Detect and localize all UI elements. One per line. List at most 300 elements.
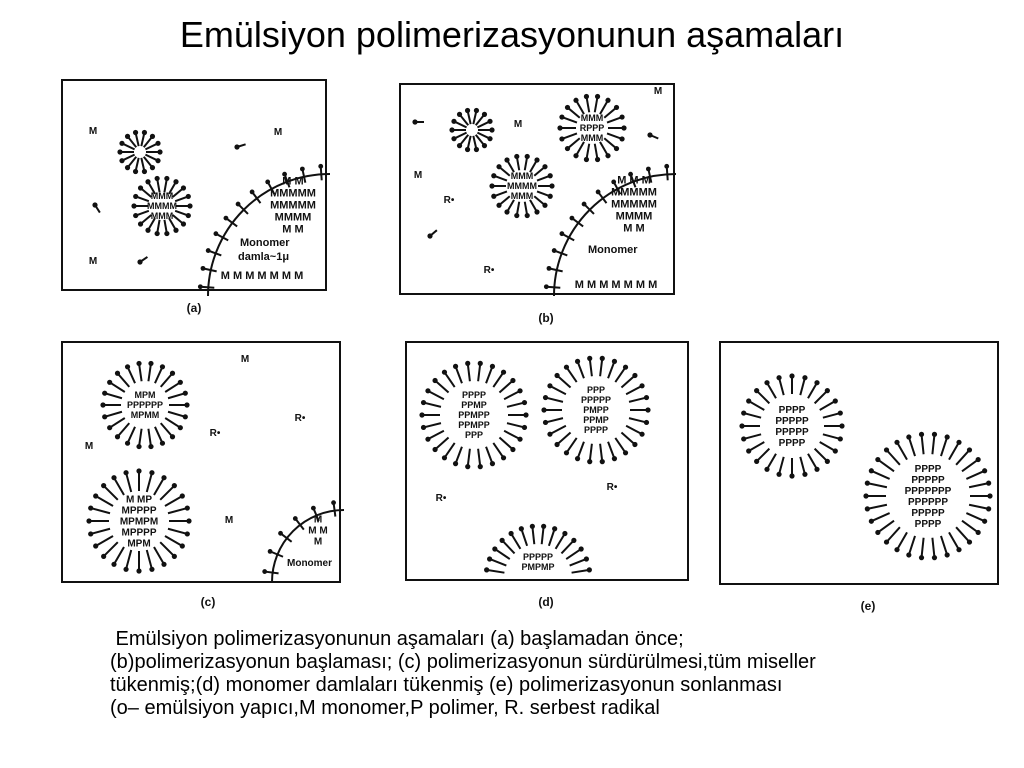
panel-a-swollen-micelle-head xyxy=(155,176,160,181)
panel-e-polymer-particle-head xyxy=(967,539,972,544)
panel-e-polymer-particle-head xyxy=(945,552,950,557)
panel-e-polymer-particle-head xyxy=(789,373,794,378)
panel-e-polymer-particle-tail xyxy=(909,437,915,456)
panel-c-growing-particle-head xyxy=(172,554,177,559)
panel-d-polymer-particle-head xyxy=(564,450,569,455)
panel-d-polymer-particle-tail xyxy=(468,363,470,381)
panel-e-polymer-particle-tail xyxy=(823,434,840,439)
panel-e-polymer-particle-tail xyxy=(757,391,770,404)
panel-b-droplet-monomer: M M M M M M M xyxy=(574,279,658,291)
panel-d-polymer-particle-tail xyxy=(590,444,592,462)
panel-a-monomer-label: Monomer xyxy=(240,237,290,249)
panel-c-growing-particle-head xyxy=(102,391,107,396)
panel-d-polymer-particle-head xyxy=(478,464,483,469)
panel-b-monomer-droplet-emulsifier-head xyxy=(544,284,549,289)
panel-c-growing-particle-head xyxy=(115,434,120,439)
panel-b-swollen-micelle-head xyxy=(496,203,501,208)
panel-d-polymer-particle-head xyxy=(487,556,492,561)
panel-c-growing-particle-head xyxy=(170,371,175,376)
panel-c-growing-particle-tail xyxy=(160,542,174,556)
panel-d-polymer-particle-head xyxy=(587,567,592,572)
panel-d-particle-content: PMPP xyxy=(583,405,609,415)
panel-c-growing-particle-head xyxy=(88,505,93,510)
panel-d-polymer-particle-head xyxy=(478,361,483,366)
panel-e-frame xyxy=(720,342,998,584)
panel-d-polymer-particle-head xyxy=(517,388,522,393)
panel-c-monomer-droplet-surface xyxy=(272,510,344,582)
panel-d-polymer-particle-head xyxy=(442,370,447,375)
panel-c-growing-particle-head xyxy=(115,371,120,376)
panel-b-monomer-droplet-emulsifier-head xyxy=(596,190,601,195)
panel-a-micelle-monomer: MMM xyxy=(150,191,174,201)
panel-c-growing-particle-tail xyxy=(114,478,124,495)
panel-d-polymer-particle-head xyxy=(508,531,513,536)
panel-e-polymer-particle-tail xyxy=(897,532,907,549)
panel-a-empty-micelle-head xyxy=(155,141,160,146)
panel-e-polymer-particle-tail xyxy=(871,513,889,521)
panel-c-growing-particle-tail xyxy=(96,496,113,506)
panel-c-growing-particle-head xyxy=(107,425,112,430)
panel-a-empty-micelle-head xyxy=(119,158,124,163)
panel-d-polymer-particle-head xyxy=(575,456,580,461)
panel-d-polymer-particle-tail xyxy=(521,529,527,546)
panel-c-monomer-droplet-emulsifier-head xyxy=(331,500,336,505)
panel-c-growing-particle-tail xyxy=(168,412,185,417)
panel-b-active-micelle-head xyxy=(595,94,600,99)
panel-e xyxy=(720,342,998,613)
panel-a-free-monomer: M xyxy=(88,126,98,137)
panel-c-growing-particle-tail xyxy=(110,382,125,392)
panel-e-polymer-particle-tail xyxy=(966,471,984,479)
panel-b-active-micelle-head xyxy=(584,94,589,99)
panel-d-polymer-particle-tail xyxy=(546,418,563,422)
panel-c-growing-particle-head xyxy=(161,562,166,567)
panel-e-polymer-particle-tail xyxy=(949,442,959,459)
panel-a-droplet-monomer: M M xyxy=(282,175,304,188)
panel-e-polymer-particle-head xyxy=(802,472,807,477)
panel-d-polymer-particle-head xyxy=(432,378,437,383)
panel-e-particle-content: PPPP xyxy=(778,404,806,416)
particles-layer xyxy=(85,86,993,582)
panel-a-free-monomer: M xyxy=(273,127,283,138)
panel-e-polymer-particle-tail xyxy=(962,460,978,472)
panel-e-polymer-particle-head xyxy=(776,375,781,380)
panel-b-active-micelle-head xyxy=(573,153,578,158)
panel-d-label: (d) xyxy=(538,595,554,609)
panel-b-swollen-micelle-head xyxy=(496,164,501,169)
panel-e-polymer-particle-head xyxy=(982,468,987,473)
panel-e-particle-content: PPPPP xyxy=(911,507,945,519)
panel-a-swollen-micelle-head xyxy=(133,194,138,199)
panel-e-polymer-particle-head xyxy=(789,473,794,478)
panel-a-empty-micelle-head xyxy=(125,165,130,170)
caption-line-2: (b)polimerizasyonun başlaması; (c) polimerizasyonun sürdürülmesi,tüm miseller xyxy=(110,651,816,673)
panel-e-polymer-particle-head xyxy=(825,459,830,464)
panel-a-swollen-micelle-head xyxy=(164,231,169,236)
panel-b-swollen-micelle-head xyxy=(491,194,496,199)
panel-d-particle-content: PPMP xyxy=(583,415,609,425)
panel-b-label: (b) xyxy=(538,311,554,325)
panel-b-active-micelle-head xyxy=(614,146,619,151)
panel-b-active-micelle-head xyxy=(573,98,578,103)
panel-b-droplet-monomer: MMMM xyxy=(615,210,653,223)
figure-caption xyxy=(110,628,970,720)
panel-d-polymer-particle-head xyxy=(492,546,497,551)
panel-c-growing-particle-head xyxy=(178,380,183,385)
panel-a-free-emulsifier-head xyxy=(234,144,239,149)
panel-b-active-micelle-head xyxy=(605,98,610,103)
panel-d-polymer-particle-head xyxy=(571,538,576,543)
panel-d-polymer-particle-head xyxy=(421,400,426,405)
panel-c-growing-particle-tail xyxy=(168,508,187,513)
panel-b-empty-micelle-head xyxy=(489,127,494,132)
panel-d-polymer-particle-tail xyxy=(621,433,634,445)
panel-b-empty-micelle-head xyxy=(451,119,456,124)
panel-b-swollen-micelle-head xyxy=(549,183,554,188)
panel-a-monomer-droplet-emulsifier-head xyxy=(265,180,270,185)
panel-d-polymer-particle-tail xyxy=(572,570,590,573)
panel-a-empty-micelle-head xyxy=(119,141,124,146)
panel-d-polymer-particle-tail xyxy=(424,423,441,427)
panel-a-monomer-droplet-emulsifier-head xyxy=(201,266,206,271)
panel-d-polymer-particle-tail xyxy=(493,443,503,458)
panel-c-growing-particle-head xyxy=(102,414,107,419)
panel-a-monomer-droplet-emulsifier-head xyxy=(250,190,255,195)
panel-d-polymer-particle-head xyxy=(519,526,524,531)
panel-c-growing-particle-tail xyxy=(155,427,162,443)
panel-e-polymer-particle-tail xyxy=(949,532,959,549)
panel-d-polymer-particle-tail xyxy=(444,443,454,458)
panel-e-polymer-particle-tail xyxy=(909,536,915,555)
panel-a-swollen-micelle-head xyxy=(181,185,186,190)
panel-e-polymer-particle-head xyxy=(894,440,899,445)
panel-a-empty-micelle-head xyxy=(125,134,130,139)
panel-a-empty-micelle-head xyxy=(157,149,162,154)
panel-e-polymer-particle-head xyxy=(986,481,991,486)
panel-b-active-micelle-head xyxy=(565,105,570,110)
panel-e-polymer-particle-tail xyxy=(956,450,969,465)
panel-e-polymer-particle-head xyxy=(932,555,937,560)
panel-d-polymer-particle-head xyxy=(465,464,470,469)
panel-d-polymer-particle-head xyxy=(554,373,559,378)
panel-e-polymer-particle-head xyxy=(754,459,759,464)
panel-a-swollen-micelle-head xyxy=(186,194,191,199)
panel-d-polymer-particle-tail xyxy=(435,438,448,450)
panel-e-polymer-particle-tail xyxy=(744,434,761,439)
panel-e-polymer-particle-tail xyxy=(941,536,947,555)
panel-e-polymer-particle-head xyxy=(865,481,870,486)
panel-c-monomer-label: Monomer xyxy=(287,558,332,569)
caption-line-3: tükenmiş;(d) monomer damlaları tükenmiş (e) polimerizasyonun sonlanması xyxy=(110,674,783,696)
panel-d-polymer-particle-head xyxy=(639,383,644,388)
panel-d-polymer-particle-tail xyxy=(507,403,524,407)
panel-e-polymer-particle-head xyxy=(945,434,950,439)
panel-d-polymer-particle-tail xyxy=(550,426,566,434)
panel-b-micelle-content: MMM xyxy=(580,113,604,123)
panel-e-polymer-particle-tail xyxy=(941,437,947,456)
panel-d-polymer-particle-head xyxy=(543,420,548,425)
caption-line-1: Emülsiyon polimerizasyonunun aşamaları (a) başlamadan önce; xyxy=(110,628,684,650)
panel-d-polymer-particle-tail xyxy=(493,372,503,387)
panel-c-growing-particle-tail xyxy=(105,393,122,398)
panel-e-polymer-particle-tail xyxy=(820,442,836,451)
panel-d-polymer-particle-head xyxy=(645,407,650,412)
panel-b-empty-micelle-head xyxy=(482,143,487,148)
panel-a-swollen-micelle-head xyxy=(131,203,136,208)
panel-c-growing-particle-head xyxy=(183,391,188,396)
panel-c-growing-particle-tail xyxy=(104,542,118,556)
panel-d-polymer-particle-head xyxy=(632,442,637,447)
panel-e-polymer-particle-tail xyxy=(808,454,817,470)
panel-d-polymer-particle-tail xyxy=(546,398,563,402)
panel-a-monomer-droplet-emulsifier-head xyxy=(224,216,229,221)
panel-b-monomer-droplet-emulsifier-head xyxy=(611,180,616,185)
panel-e-polymer-particle-head xyxy=(746,448,751,453)
panel-d-particle-content: PMPMP xyxy=(521,562,555,572)
panel-c-growing-particle-tail xyxy=(128,427,135,443)
panel-c-growing-particle-head xyxy=(100,402,105,407)
panel-b-micelle-content: RPPP xyxy=(579,123,605,133)
panel-a-droplet-size-label: damla~1μ xyxy=(238,251,290,263)
panel-a-swollen-micelle-head xyxy=(138,185,143,190)
panel-e-polymer-particle-tail xyxy=(867,483,887,487)
panel-a-free-emulsifier-head xyxy=(137,259,142,264)
panel-b-active-micelle-head xyxy=(614,105,619,110)
panel-c-growing-particle-head xyxy=(183,414,188,419)
panel-b-empty-micelle-head xyxy=(474,147,479,152)
panel-b-active-micelle-head xyxy=(565,146,570,151)
panel-a-swollen-micelle-head xyxy=(164,176,169,181)
panel-c-growing-particle-head xyxy=(178,425,183,430)
panel-b-empty-micelle-head xyxy=(451,136,456,141)
panel-c-monomer-droplet-emulsifier-head xyxy=(293,516,298,521)
panel-b-empty-micelle-head xyxy=(487,119,492,124)
panel-a-micelle-monomer: MMMM xyxy=(147,201,177,211)
panel-e-polymer-particle-head xyxy=(884,447,889,452)
panel-d-polymer-particle-head xyxy=(623,365,628,370)
panel-d-polymer-particle-head xyxy=(639,432,644,437)
panel-c-growing-particle-tail xyxy=(139,429,142,447)
panel-e-particle-content: PPPPP xyxy=(775,426,809,438)
panel-a-swollen-micelle-head xyxy=(133,213,138,218)
panel-d-polymer-particle-tail xyxy=(561,540,573,553)
panel-c-growing-particle-head xyxy=(123,470,128,475)
panel-b-monomer-droplet-emulsifier-head xyxy=(582,202,587,207)
panel-d-polymer-particle-head xyxy=(510,447,515,452)
panel-c-growing-particle-tail xyxy=(165,418,180,428)
panel-e-polymer-particle-tail xyxy=(956,527,969,542)
panel-d-particle-content: PPP xyxy=(464,430,484,440)
panel-c-growing-particle-tail xyxy=(165,382,180,392)
panel-d-polymer-particle-head xyxy=(564,365,569,370)
panel-c-growing-particle-head xyxy=(185,531,190,536)
panel-d-polymer-particle-tail xyxy=(456,366,462,383)
panel-d-polymer-particle-tail xyxy=(566,549,581,559)
panel-a-swollen-micelle-head xyxy=(155,231,160,236)
panel-c-growing-particle-head xyxy=(136,444,141,449)
panel-c-growing-particle-tail xyxy=(91,529,110,534)
panel-c-free-monomer: M xyxy=(84,441,94,452)
panel-d-polymer-particle-tail xyxy=(600,358,602,376)
panel-e-polymer-particle-head xyxy=(919,432,924,437)
panel-d-polymer-particle-head xyxy=(432,447,437,452)
panel-a-swollen-micelle-head xyxy=(187,203,192,208)
panel-b-micelle-monomer: MMM xyxy=(510,191,534,201)
panel-d-polymer-particle-tail xyxy=(556,533,565,548)
panel-b-radical: R• xyxy=(443,195,455,206)
panel-e-polymer-particle-tail xyxy=(749,401,765,410)
panel-a-swollen-micelle-head xyxy=(181,221,186,226)
panel-c-droplet-monomer: M xyxy=(313,514,323,526)
panel-e-polymer-particle-tail xyxy=(767,383,776,399)
panel-c-growing-particle-head xyxy=(111,475,116,480)
panel-d-polymer-particle-head xyxy=(587,356,592,361)
panel-d-polymer-particle-tail xyxy=(428,391,444,399)
panel-a-monomer-droplet-emulsifier-head xyxy=(198,284,203,289)
panel-c-growing-particle-head xyxy=(125,364,130,369)
panel-e-polymer-particle-tail xyxy=(823,413,840,418)
panel-c-growing-particle-tail xyxy=(128,367,135,383)
panel-a-droplet-monomer: M M M M M M M xyxy=(220,270,304,282)
panel-b-free-emulsifier-head xyxy=(412,119,417,124)
panel-c-radical: R• xyxy=(209,428,221,439)
panel-d-polymer-particle-tail xyxy=(504,391,520,399)
panel-a-monomer-droplet-emulsifier-head xyxy=(214,231,219,236)
panel-e-polymer-particle-tail xyxy=(932,538,934,558)
panel-b-swollen-micelle-head xyxy=(548,173,553,178)
panel-b-swollen-micelle-head xyxy=(489,183,494,188)
panel-d-polymer-particle-head xyxy=(543,395,548,400)
panel-c-growing-particle-head xyxy=(148,361,153,366)
panel-d-polymer-particle-head xyxy=(547,432,552,437)
panel-c-growing-particle-head xyxy=(172,483,177,488)
panel-e-particle-content: PPPP xyxy=(778,437,806,449)
panel-d-polymer-particle-tail xyxy=(444,372,454,387)
panel-a-micelle-monomer: MMM xyxy=(150,211,174,221)
panel-b-swollen-micelle-head xyxy=(548,194,553,199)
caption-line-4: (o– emülsiyon yapıcı,M monomer,P polimer, R. serbest radikal xyxy=(110,697,660,719)
panel-d-polymer-particle-tail xyxy=(507,423,524,427)
panel-e-polymer-particle-head xyxy=(825,388,830,393)
panel-c-particle-content: MPM xyxy=(127,538,151,550)
panel-d-polymer-particle-tail xyxy=(424,403,441,407)
panel-b-swollen-micelle-head xyxy=(542,164,547,169)
panel-e-polymer-particle-head xyxy=(746,398,751,403)
panel-e-polymer-particle-head xyxy=(875,457,880,462)
panel-b-droplet-monomer: M M M xyxy=(617,174,651,187)
panel-a-empty-micelle-head xyxy=(133,169,138,174)
panel-d-polymer-particle-head xyxy=(453,364,458,369)
panel-d-polymer-particle-tail xyxy=(490,559,507,566)
panel-c-growing-particle-tail xyxy=(147,473,152,492)
panel-c-monomer-droplet-emulsifier-head xyxy=(278,531,283,536)
panel-e-polymer-particle-head xyxy=(884,539,889,544)
panel-c-growing-particle-head xyxy=(160,441,165,446)
panel-c-particle-content: MPM xyxy=(134,390,156,400)
panel-c-label: (c) xyxy=(200,595,216,609)
panel-e-polymer-particle-head xyxy=(956,440,961,445)
panel-e-polymer-particle-tail xyxy=(749,442,765,451)
panel-b-swollen-micelle-head xyxy=(504,209,509,214)
panel-c-particle-content: PPPPPP xyxy=(126,400,164,410)
panel-b-swollen-micelle-head xyxy=(525,154,530,159)
panel-d-radical: R• xyxy=(606,482,618,493)
panel-e-polymer-particle-head xyxy=(976,530,981,535)
panel-e-polymer-particle-tail xyxy=(969,505,989,509)
panel-e-polymer-particle-head xyxy=(906,552,911,557)
panel-d-polymer-particle-tail xyxy=(495,549,510,559)
panel-d-polymer-particle-tail xyxy=(487,570,505,573)
panel-e-polymer-particle-tail xyxy=(800,457,805,474)
panel-c-growing-particle-tail xyxy=(161,373,173,387)
panel-b-empty-micelle-head xyxy=(457,112,462,117)
panel-e-polymer-particle-tail xyxy=(867,505,887,509)
panel-a-label: (a) xyxy=(186,301,202,315)
panel-e-polymer-particle-head xyxy=(865,506,870,511)
panel-e-polymer-particle-tail xyxy=(897,442,907,459)
panel-d-polymer-particle-tail xyxy=(578,361,584,378)
panel-c-growing-particle-tail xyxy=(126,550,131,569)
panel-e-polymer-particle-head xyxy=(838,410,843,415)
panel-a-free-emulsifier-head xyxy=(92,202,97,207)
panel-a-monomer-droplet-emulsifier-head xyxy=(206,248,211,253)
panel-c-growing-particle-head xyxy=(88,531,93,536)
panel-b-active-micelle-head xyxy=(619,114,624,119)
panel-e-polymer-particle-head xyxy=(802,375,807,380)
panel-e-polymer-particle-tail xyxy=(966,513,984,521)
panel-d-polymer-particle-head xyxy=(575,359,580,364)
panel-d-polymer-particle-head xyxy=(425,437,430,442)
panel-e-polymer-particle-tail xyxy=(878,521,894,533)
panel-c-droplet-monomer: M xyxy=(313,536,323,548)
panel-d-polymer-particle-tail xyxy=(608,361,614,378)
panel-c-monomer-droplet-emulsifier-head xyxy=(268,549,273,554)
panel-d-polymer-particle-tail xyxy=(499,438,512,450)
panel-d-polymer-particle-head xyxy=(484,567,489,572)
panel-b-active-micelle-head xyxy=(621,125,626,130)
panel-c-growing-particle-head xyxy=(111,562,116,567)
panel-e-polymer-particle-head xyxy=(932,432,937,437)
panel-e-polymer-particle-head xyxy=(814,467,819,472)
panel-d-particle-content: PPPP xyxy=(461,390,487,400)
panel-d-polymer-particle-tail xyxy=(428,431,444,439)
panel-b-free-monomer: M xyxy=(413,170,423,181)
panel-c-growing-particle-head xyxy=(185,505,190,510)
panel-d-polymer-particle-tail xyxy=(570,559,587,566)
panel-c-growing-particle-tail xyxy=(154,547,164,564)
panel-d-polymer-particle-head xyxy=(600,459,605,464)
panel-e-label: (e) xyxy=(860,599,876,613)
panel-a-empty-micelle-head xyxy=(150,134,155,139)
panel-c-growing-particle-tail xyxy=(96,536,113,546)
panel-d-polymer-particle-tail xyxy=(532,526,534,544)
panel-d-particle-content: PPMPP xyxy=(458,410,490,420)
panel-c-growing-particle-tail xyxy=(154,478,164,495)
panel-a-empty-micelle-head xyxy=(142,169,147,174)
panel-d-polymer-particle-head xyxy=(579,546,584,551)
panel-d-polymer-particle-head xyxy=(501,370,506,375)
panel-a-swollen-micelle-head xyxy=(138,221,143,226)
panel-e-polymer-particle-head xyxy=(741,410,746,415)
panel-e-polymer-particle-head xyxy=(839,423,844,428)
panel-a-swollen-micelle-head xyxy=(173,228,178,233)
panel-c-growing-particle-tail xyxy=(139,363,142,381)
panel-d-polymer-particle-head xyxy=(442,455,447,460)
panel-e-polymer-particle-head xyxy=(754,388,759,393)
panel-a-empty-micelle-head xyxy=(133,130,138,135)
panel-d-polymer-particle-head xyxy=(425,388,430,393)
panel-d-polymer-particle-tail xyxy=(468,449,470,467)
